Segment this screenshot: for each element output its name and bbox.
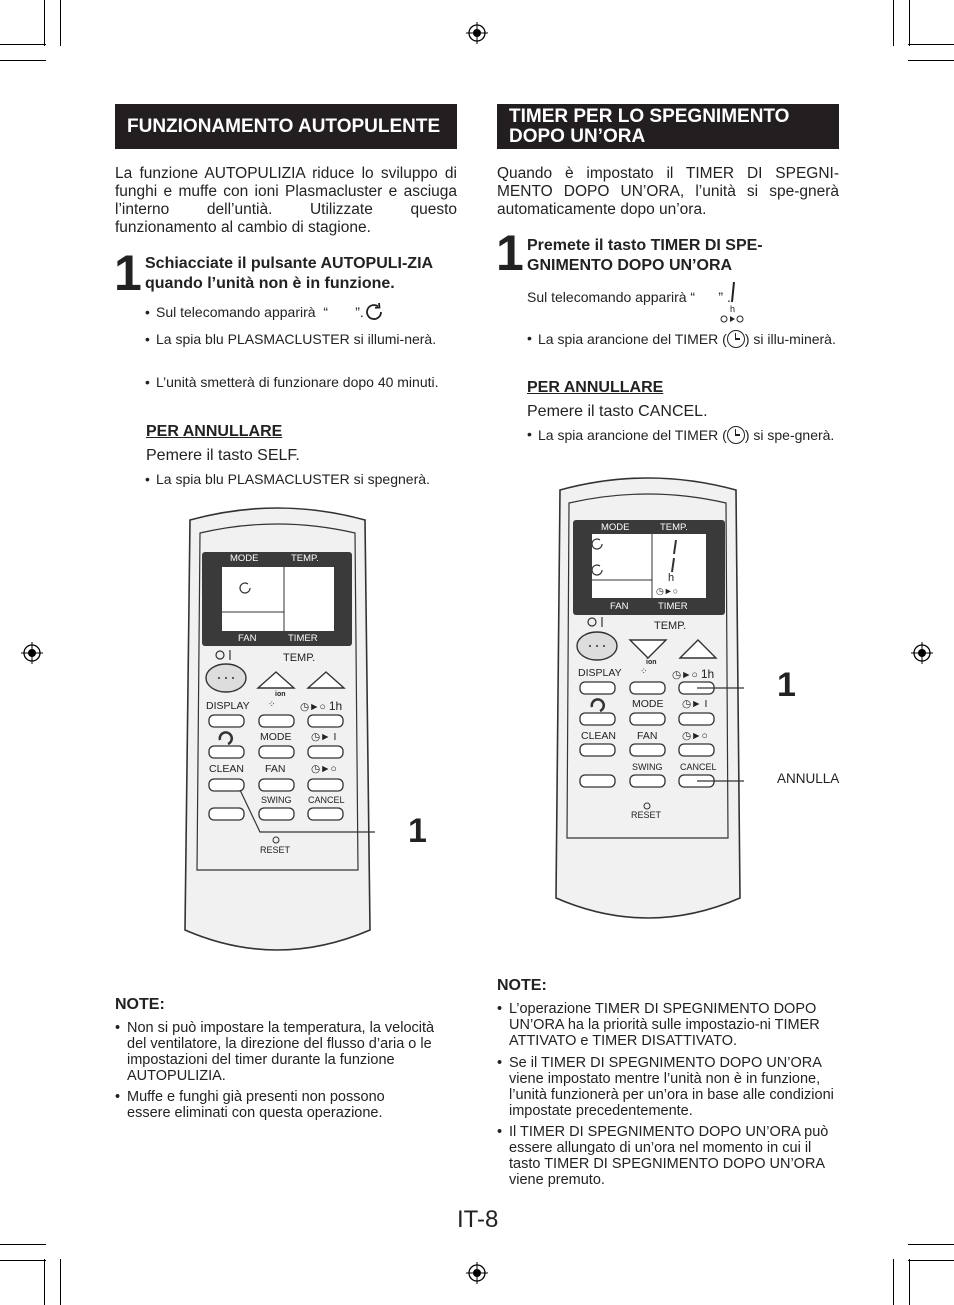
crop-mark xyxy=(0,1260,46,1261)
cancel-heading: PER ANNULLARE xyxy=(146,423,283,440)
bullet-text: La spia arancione del TIMER ( xyxy=(538,427,727,443)
crop-mark xyxy=(0,1244,46,1245)
callout-number: 1 xyxy=(408,812,427,850)
temp-button-label: TEMP. xyxy=(283,652,316,664)
lcd-timer-label: TIMER xyxy=(658,601,688,612)
section-heading-text: TIMER PER LO SPEGNIMENTO DOPO UN’ORA xyxy=(509,105,790,147)
one-hour-text: 1h xyxy=(700,667,715,681)
annulla-callout: ANNULLA xyxy=(777,771,840,786)
reset-label: RESET xyxy=(631,810,662,820)
crop-mark xyxy=(60,1259,61,1305)
crop-mark xyxy=(0,44,46,45)
note-item: • Non si può impostare la temperatura, la velocità del ventilatore, la direzione del flusso d’aria o le impostazioni del timer durante la funzione AUTOPULIZIA. xyxy=(115,1020,457,1084)
cancel-button-label: CANCEL xyxy=(308,795,345,805)
fan-button-label: FAN xyxy=(637,730,658,742)
ion-label: ion xyxy=(275,691,286,698)
note-item: • Il TIMER DI SPEGNIMENTO DOPO UN’ORA può essere allungato di un’ora nel momento in cui il tasto TIMER DI SPEGNIMENTO DOPO UN’ORA viene premuto. xyxy=(497,1124,839,1188)
bullet-text: Sul telecomando apparirà “ ”. xyxy=(156,304,364,320)
bullet-item xyxy=(527,330,839,348)
lcd-timer-indicator: ◷►○ xyxy=(656,586,679,596)
crop-mark xyxy=(0,60,46,61)
step-number: 1 xyxy=(496,225,524,281)
crop-mark xyxy=(908,44,954,45)
clean-button-label: CLEAN xyxy=(209,763,245,775)
registration-mark-icon xyxy=(466,22,488,44)
one-hour-timer-label: ◷►○ 1h xyxy=(300,699,343,713)
crop-mark xyxy=(893,0,894,46)
note-item: • Muffe e funghi già presenti non possono essere eliminati con questa operazione. xyxy=(115,1089,425,1121)
display-text: Sul telecomando apparirà “ ” . xyxy=(527,289,731,305)
timer-off-label: ◷►○ xyxy=(311,763,337,775)
crop-mark xyxy=(908,1260,954,1261)
swing-button-label: SWING xyxy=(632,762,663,772)
note-title: NOTE: xyxy=(497,977,547,994)
registration-mark-icon xyxy=(466,1262,488,1284)
timer-icon xyxy=(727,426,745,444)
bullet-text: La spia arancione del TIMER ( xyxy=(538,331,727,347)
registration-mark-icon xyxy=(21,642,43,664)
crop-mark xyxy=(44,0,45,46)
cancel-heading: PER ANNULLARE xyxy=(527,379,664,396)
lcd-mode-label: MODE xyxy=(601,522,630,533)
step-title: Schiacciate il pulsante AUTOPULI-ZIA quando l’unità non è in funzione. xyxy=(145,255,433,292)
temp-button-label: TEMP. xyxy=(654,620,687,632)
lcd-fan-label: FAN xyxy=(238,633,257,644)
bullet-item xyxy=(145,304,455,320)
one-hour-display-icon xyxy=(718,280,746,324)
crop-mark xyxy=(893,1259,894,1305)
crop-mark xyxy=(60,0,61,46)
step-number: 1 xyxy=(114,245,142,301)
crop-mark xyxy=(908,60,954,61)
crop-mark xyxy=(908,1244,954,1245)
one-hour-timer-label: ◷►○ 1h xyxy=(672,667,715,681)
bullet-text: ) si illu-minerà. xyxy=(744,331,836,347)
timer-on-text: I xyxy=(704,698,708,710)
mode-button-label: MODE xyxy=(632,698,664,710)
callout-number: 1 xyxy=(777,666,796,704)
ion-dots-icon: ⁘ xyxy=(640,666,648,676)
crop-mark xyxy=(909,1259,910,1305)
display-button-label: DISPLAY xyxy=(578,667,622,679)
ion-dots-icon: ⁘ xyxy=(268,699,277,709)
clean-button-label: CLEAN xyxy=(581,730,617,742)
crop-mark xyxy=(44,1259,45,1305)
one-hour-text: 1h xyxy=(328,699,343,713)
self-clean-icon xyxy=(362,300,386,324)
lcd-timer-label: TIMER xyxy=(288,633,318,644)
timer-off-label: ◷►○ xyxy=(682,730,708,742)
swing-button-label: SWING xyxy=(261,795,292,805)
bullet-item: • L’unità smetterà di funzionare dopo 40 minuti. xyxy=(145,374,440,390)
cancel-button-label: CANCEL xyxy=(680,762,717,772)
timer-icon xyxy=(727,330,745,348)
mode-button-label: MODE xyxy=(260,731,292,743)
lcd-temp-label: TEMP. xyxy=(291,553,319,564)
page-number: IT-8 xyxy=(457,1206,499,1233)
lcd-mode-label: MODE xyxy=(230,553,259,564)
note-item: • Se il TIMER DI SPEGNIMENTO DOPO UN’ORA viene impostato mentre l’unità non è in funzione, l’unità funzionerà per un’ora in base alle condizioni impostate precedentemente. xyxy=(497,1055,839,1119)
lcd-fan-label: FAN xyxy=(610,601,629,612)
registration-mark-icon xyxy=(911,642,933,664)
svg-text:h: h xyxy=(730,304,736,314)
cancel-bullet: • La spia blu PLASMACLUSTER si spegnerà. xyxy=(145,471,465,487)
fan-button-label: FAN xyxy=(265,763,286,775)
display-button-label: DISPLAY xyxy=(206,700,250,712)
bullet-item: • La spia blu PLASMACLUSTER si illumi-nerà. xyxy=(145,331,450,347)
timer-on-label: ◷► I xyxy=(682,698,708,710)
reset-label: RESET xyxy=(260,845,291,855)
bullet-item xyxy=(527,426,839,444)
section-heading-text: FUNZIONAMENTO AUTOPULENTE xyxy=(127,115,441,137)
lcd-hour-label: h xyxy=(668,572,675,584)
intro-paragraph: Quando è impostato il TIMER DI SPEGNI-MENTO DOPO UN’ORA, l’unità si spe-gnerà automaticamente dopo un’ora. xyxy=(497,165,839,218)
lcd-temp-label: TEMP. xyxy=(660,522,688,533)
section-heading-one-hour-timer xyxy=(497,104,839,149)
ion-label: ion xyxy=(646,659,657,666)
section-heading-self-clean xyxy=(115,104,457,149)
crop-mark xyxy=(909,0,910,46)
bullet-text: ) si spe-gnerà. xyxy=(744,427,835,443)
cancel-text: Pemere il tasto SELF. xyxy=(146,447,300,464)
note-item: • L’operazione TIMER DI SPEGNIMENTO DOPO UN’ORA ha la priorità sulle impostazio-ni TIMER ATTIVATO e TIMER DISATTIVATO. xyxy=(497,1001,839,1049)
note-title: NOTE: xyxy=(115,996,165,1013)
step-title: Premete il tasto TIMER DI SPE-GNIMENTO DOPO UN’ORA xyxy=(527,237,763,274)
timer-on-label: ◷► I xyxy=(311,731,337,743)
intro-paragraph: La funzione AUTOPULIZIA riduce lo sviluppo di funghi e muffe con ioni Plasmacluster e asciuga l’interno dell’untià. Utilizzate questo funzionamento al cambio di stagione. xyxy=(115,165,457,236)
timer-on-text: I xyxy=(333,731,337,743)
cancel-text: Pemere il tasto CANCEL. xyxy=(527,403,708,420)
